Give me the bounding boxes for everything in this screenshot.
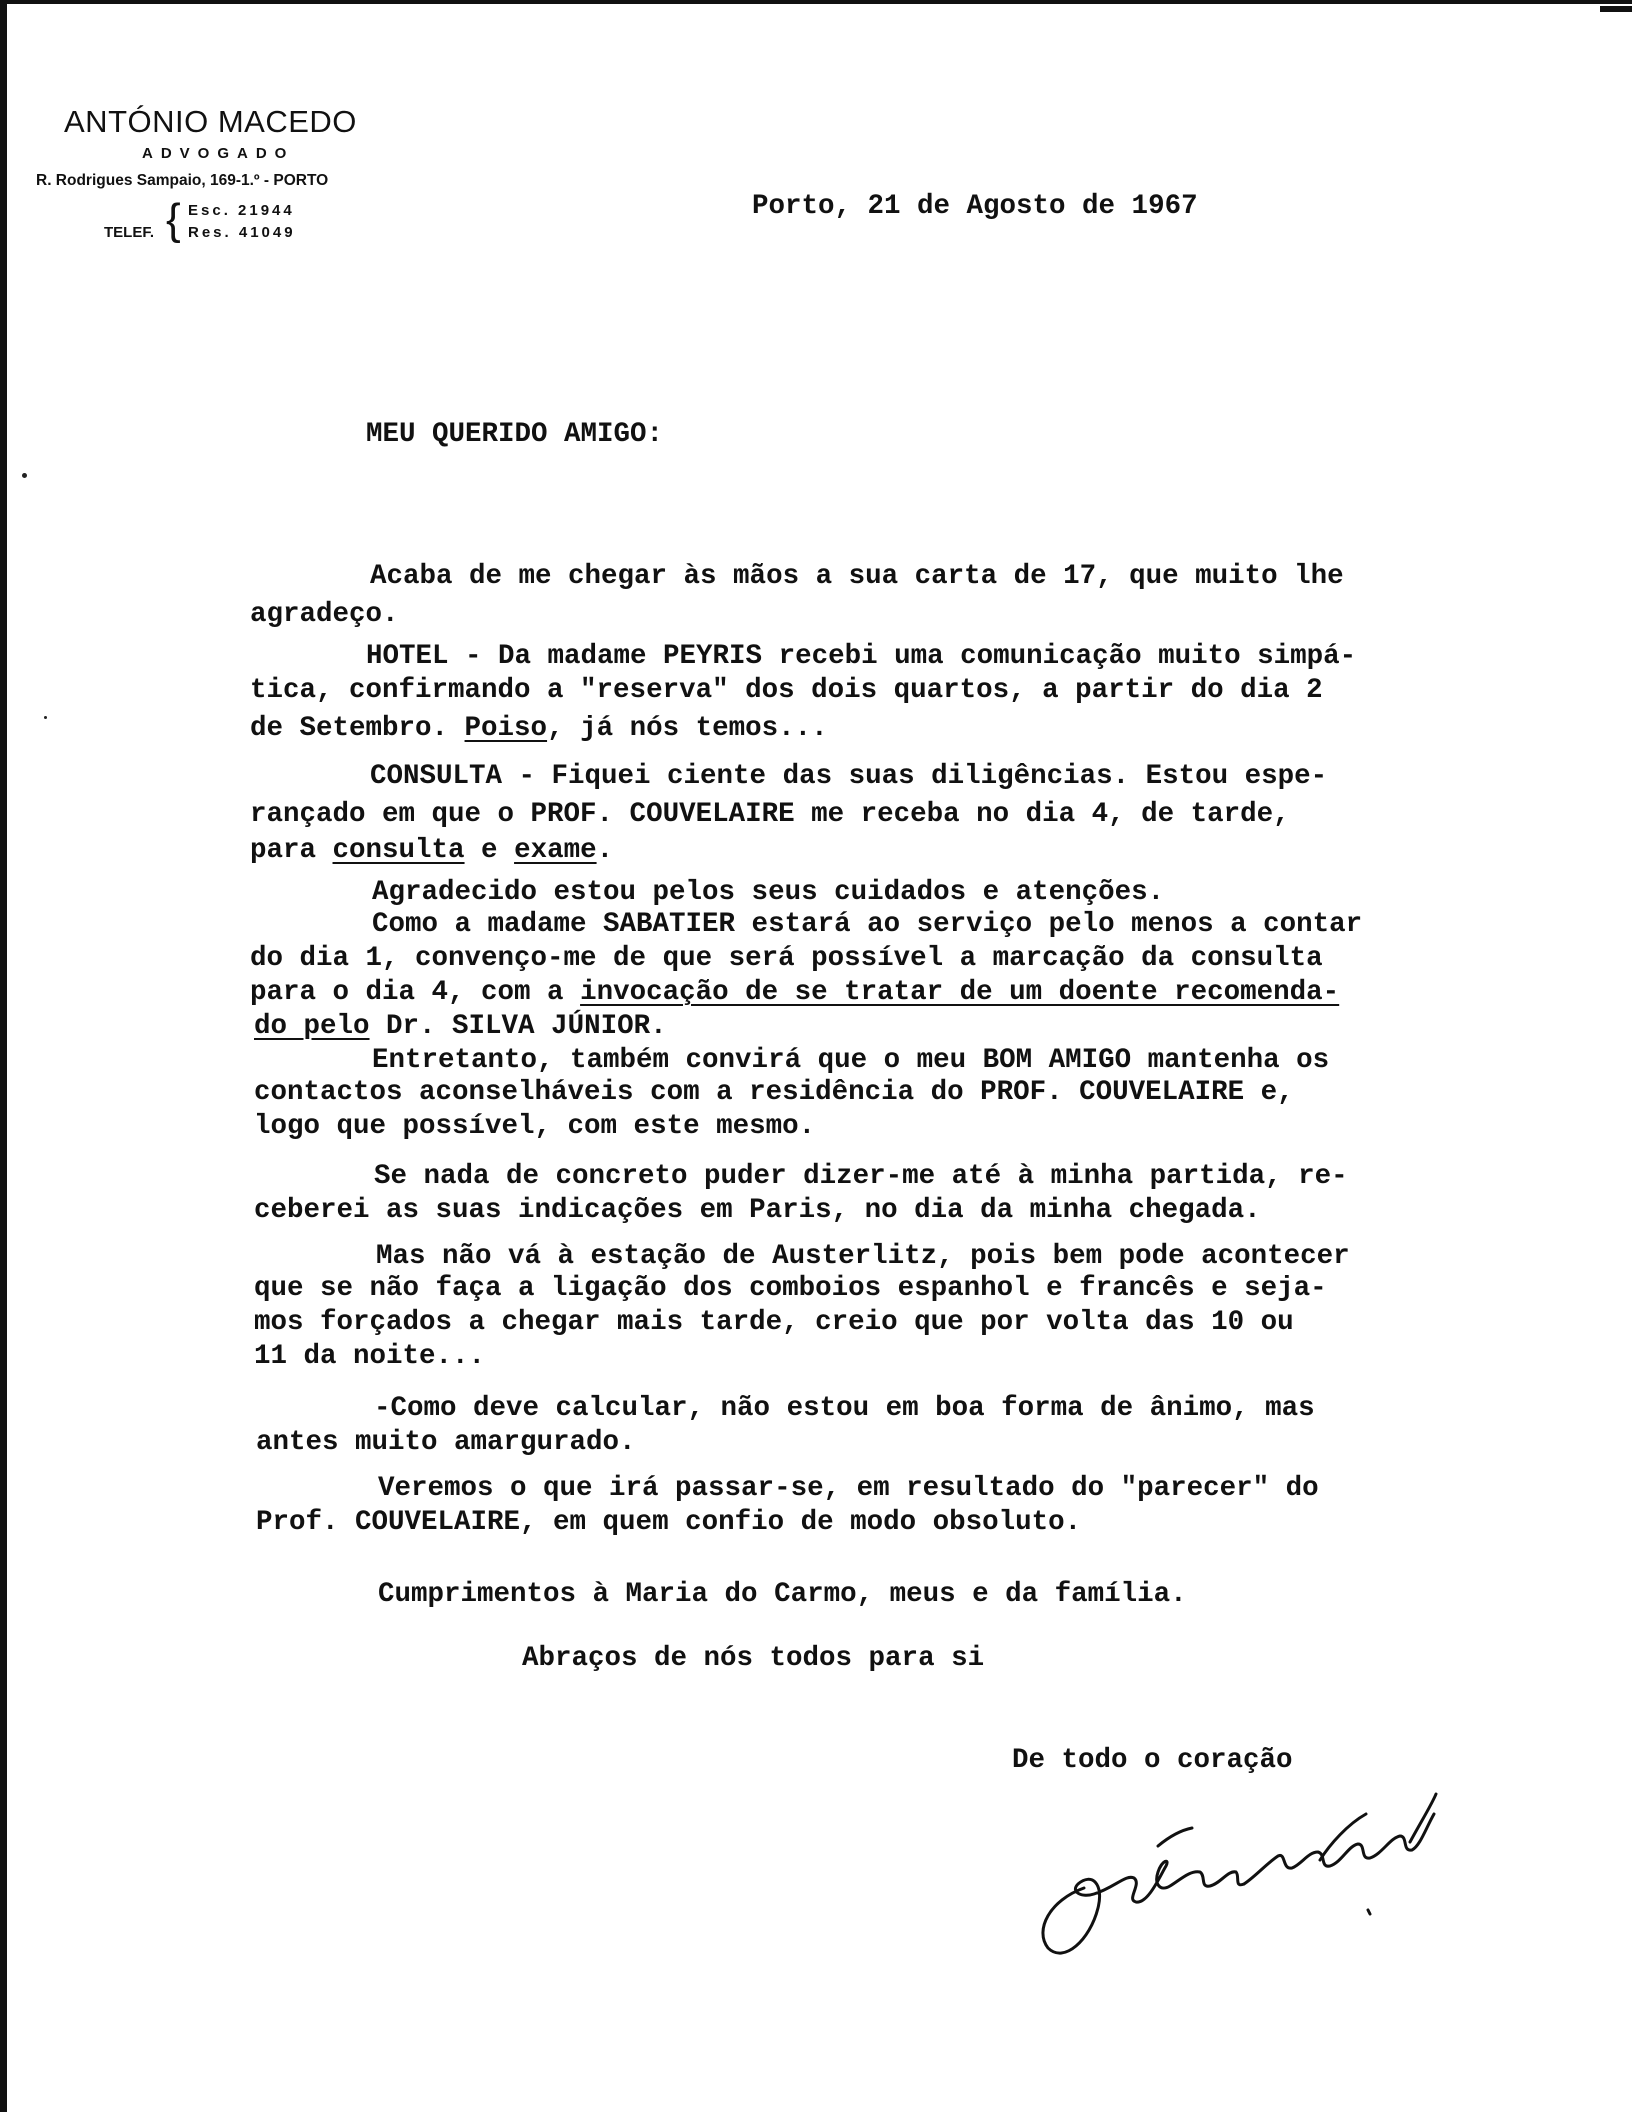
scan-left-edge (0, 0, 7, 2112)
body-line: Se nada de concreto puder dizer-me até à minha partida, re- (374, 1161, 1348, 1192)
text-run: de Setembro. (250, 713, 465, 744)
body-line: ceberei as suas indicações em Paris, no dia da minha chegada. (254, 1195, 1261, 1226)
body-line: HOTEL - Da madame PEYRIS recebi uma comunicação muito simpá- (366, 641, 1357, 672)
letterhead-name: ANTÓNIO MACEDO (64, 104, 357, 139)
body-line: do dia 1, convenço-me de que será possível a marcação da consulta (250, 943, 1323, 974)
text-run: , já nós temos... (547, 713, 828, 744)
underlined-text: do pelo (254, 1011, 370, 1042)
body-line: Agradecido estou pelos seus cuidados e atenções. (372, 877, 1165, 908)
text-run: e (464, 835, 515, 866)
body-line: 11 da noite... (254, 1341, 486, 1372)
salutation: MEU QUERIDO AMIGO: (366, 419, 664, 450)
underlined-text: exame (514, 835, 597, 866)
letterhead-tel-label: TELEF. (104, 224, 155, 241)
text-run: . (596, 835, 614, 866)
body-line: logo que possível, com este mesmo. (254, 1111, 816, 1142)
body-line: agradeço. (250, 599, 399, 630)
letterhead-address: R. Rodrigues Sampaio, 169-1.º - PORTO (36, 172, 329, 189)
letterhead-tel-brace: { (166, 195, 181, 244)
body-line: contactos aconselháveis com a residência do PROF. COUVELAIRE e, (254, 1077, 1294, 1108)
body-line (254, 1010, 667, 1044)
body-line (250, 712, 828, 746)
text-run: para o dia 4, com a (250, 977, 581, 1008)
body-line: Prof. COUVELAIRE, em quem confio de modo obsoluto. (256, 1507, 1082, 1538)
body-line: CONSULTA - Fiquei ciente das suas diligências. Estou espe- (370, 761, 1328, 792)
body-line: Mas não vá à estação de Austerlitz, pois bem pode acontecer (376, 1241, 1350, 1272)
body-line (250, 834, 613, 868)
body-line: Veremos o que irá passar-se, em resultado do "parecer" do (378, 1473, 1319, 1504)
letterhead-tel-office: Esc. 21944 (188, 202, 295, 219)
scan-corner-mark (1600, 6, 1632, 12)
body-line: que se não faça a ligação dos comboios espanhol e francês e seja- (254, 1273, 1327, 1304)
letterhead-tel-residence: Res. 41049 (188, 224, 296, 241)
text-run: Dr. SILVA JÚNIOR. (369, 1011, 667, 1042)
scan-top-edge (0, 0, 1632, 4)
underlined-text: consulta (332, 835, 465, 866)
underlined-text: invocação de se tratar de um doente recomenda- (580, 977, 1340, 1008)
letterhead-title: ADVOGADO (142, 145, 295, 162)
body-line: mos forçados a chegar mais tarde, creio que por volta das 10 ou (254, 1307, 1294, 1338)
body-line: -Como deve calcular, não estou em boa forma de ânimo, mas (374, 1393, 1315, 1424)
signature (1030, 1780, 1440, 1960)
scan-speck (22, 473, 27, 478)
text-run: para (250, 835, 333, 866)
body-line: tica, confirmando a "reserva" dos dois quartos, a partir do dia 2 (250, 675, 1323, 706)
body-line: Como a madame SABATIER estará ao serviço pelo menos a contar (372, 909, 1363, 940)
body-line: rançado em que o PROF. COUVELAIRE me receba no dia 4, de tarde, (250, 799, 1290, 830)
underlined-text: Poiso (464, 713, 548, 744)
scan-speck (44, 716, 47, 719)
body-line (250, 976, 1339, 1010)
body-line: Cumprimentos à Maria do Carmo, meus e da família. (378, 1579, 1187, 1610)
letter-date: Porto, 21 de Agosto de 1967 (752, 191, 1198, 222)
body-line: antes muito amargurado. (256, 1427, 636, 1458)
body-line: Acaba de me chegar às mãos a sua carta de 17, que muito lhe (370, 561, 1344, 592)
closing: De todo o coração (1012, 1745, 1293, 1776)
body-line: Entretanto, também convirá que o meu BOM AMIGO mantenha os (372, 1045, 1330, 1076)
body-line: Abraços de nós todos para si (522, 1643, 985, 1674)
